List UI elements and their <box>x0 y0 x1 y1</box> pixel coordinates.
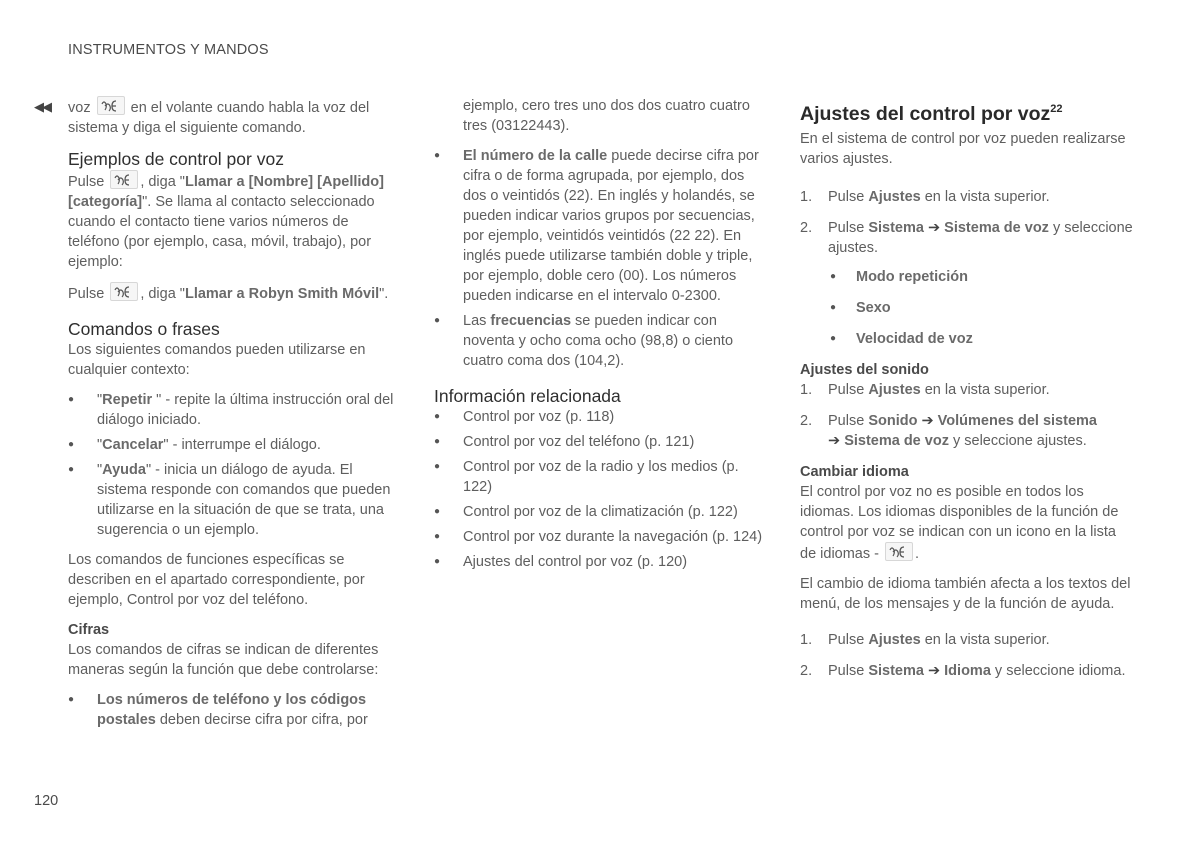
section-intro: En el sistema de control por voz pueden realizarse varios ajustes. <box>800 131 1126 167</box>
right-arrow-icon: ➔ <box>927 220 941 236</box>
section-title: Ajustes del control por voz$^{22}$ <box>800 103 1063 125</box>
commands-heading: Comandos o frases <box>68 319 220 339</box>
language-steps <box>800 630 1135 681</box>
cifras-continued: ejemplo, cero tres uno dos dos cuatro cuatro tres (03122443). <box>463 98 750 134</box>
related-list <box>434 407 770 572</box>
footnote-ref: 22 <box>1050 103 1063 115</box>
related-link[interactable]: ● Control por voz (p. 118) <box>434 407 770 427</box>
step: 2. Pulse Sistema ➔ Sistema de voz y seleccione ajustes. <box>800 220 1133 256</box>
related-link[interactable]: ● Control por voz del teléfono (p. 121) <box>434 432 770 452</box>
examples-heading: Ejemplos de control por voz <box>68 149 284 169</box>
list-item: ● Los números de teléfono y los códigos postales deben decirse cifra por cifra, por <box>68 690 404 730</box>
sound-heading: Ajustes del sonido <box>800 362 929 378</box>
step: 2. Pulse Sistema ➔ Idioma y seleccione idioma. <box>800 663 1126 679</box>
right-arrow-icon: ➔ <box>927 663 941 679</box>
column-1 <box>68 96 404 740</box>
language-heading: Cambiar idioma <box>800 464 909 480</box>
commands-outro: Los comandos de funciones específicas se describen en el apartado correspondiente, por ejemplo, Control por voz del teléfono. <box>68 552 365 608</box>
list-item: ● "Repetir " - repite la última instrucción oral del diálogo iniciado. <box>68 390 404 430</box>
right-arrow-icon: ➔ <box>921 413 934 429</box>
list-item: ● El número de la calle puede decirse cifra por cifra o de forma agrupada, por ejemplo, dos dos o veintidós (22). En inglés y holandés, se pueden indicar varios grupos por secuencias, por ejemplo, veintidós veintidós (22 22). En inglés puede utilizarse también doble y triple, por ejemplo, doble cero (00). Los números pueden indicarse en el intervalo 0-2300. <box>434 146 770 306</box>
step: 1. Pulse Ajustes en la vista superior. <box>800 632 1050 648</box>
right-arrow-icon: ➔ <box>828 433 841 449</box>
step: 2. Pulse Sonido ➔ Volúmenes del sistema ➔ Sistema de voz y seleccione ajustes. <box>800 413 1097 449</box>
cifras-intro: Los comandos de cifras se indican de diferentes maneras según la función que debe controlarse: <box>68 642 379 678</box>
voice-control-icon <box>110 282 138 301</box>
commands-intro: Los siguientes comandos pueden utilizarse en cualquier contexto: <box>68 342 366 378</box>
column-2 <box>434 96 770 582</box>
related-link[interactable]: ● Control por voz de la climatización (p. 122) <box>434 502 770 522</box>
related-link[interactable]: ● Control por voz durante la navegación (p. 124) <box>434 527 770 547</box>
page-number: 120 <box>34 793 59 809</box>
option-item: ● Velocidad de voz <box>828 329 1135 349</box>
list-item: ● Las frecuencias se pueden indicar con noventa y ocho coma ocho (98,8) o ciento cuatro coma dos (104,2). <box>434 311 770 371</box>
sound-steps <box>800 380 1135 451</box>
step: 1. Pulse Ajustes en la vista superior. <box>800 382 1050 398</box>
page-header: INSTRUMENTOS Y MANDOS <box>68 42 269 58</box>
column-3 <box>800 96 1135 692</box>
related-link[interactable]: ● Control por voz de la radio y los medios (p. 122) <box>434 457 770 497</box>
voice-control-icon <box>885 542 913 561</box>
cifras-list-continued <box>434 146 770 371</box>
related-heading: Información relacionada <box>434 386 621 406</box>
language-paragraph-1: El control por voz no es posible en todos los idiomas. Los idiomas disponibles de la función de control por voz se indican con un icono en la lista de idiomas - . <box>800 484 1119 562</box>
cifras-heading: Cifras <box>68 622 110 638</box>
double-chevron-left-icon: ◀◀ <box>34 99 50 114</box>
example-1: Pulse , diga "Llamar a [Nombre] [Apellido] [categoría]". Se llama al contacto seleccionado cuando el contacto tiene varios números de teléfono (por ejemplo, casa, móvil, trabajo), por ejemplo: <box>68 170 404 272</box>
option-item: ● Modo repetición <box>828 267 1135 287</box>
list-item: ● "Ayuda" - inicia un diálogo de ayuda. El sistema responde con comandos que pueden utilizarse en la situación de que se trata, una sugerencia o un ejemplo. <box>68 460 404 540</box>
language-paragraph-2: El cambio de idioma también afecta a los textos del menú, de los mensajes y de la función de ayuda. <box>800 576 1131 612</box>
voice-control-icon <box>97 96 125 115</box>
related-link[interactable]: ● Ajustes del control por voz (p. 120) <box>434 552 770 572</box>
option-item: ● Sexo <box>828 298 1135 318</box>
step: 1. Pulse Ajustes en la vista superior. <box>800 189 1050 205</box>
cifras-list <box>68 690 404 730</box>
commands-list <box>68 390 404 540</box>
settings-steps <box>800 187 1135 681</box>
voice-options <box>800 267 1135 349</box>
intro-paragraph: voz en el volante cuando habla la voz del sistema y diga el siguiente comando. <box>68 96 404 138</box>
list-item: ● "Cancelar" - interrumpe el diálogo. <box>68 435 404 455</box>
voice-control-icon <box>110 170 138 189</box>
example-2: Pulse , diga "Llamar a Robyn Smith Móvil". <box>68 282 404 304</box>
